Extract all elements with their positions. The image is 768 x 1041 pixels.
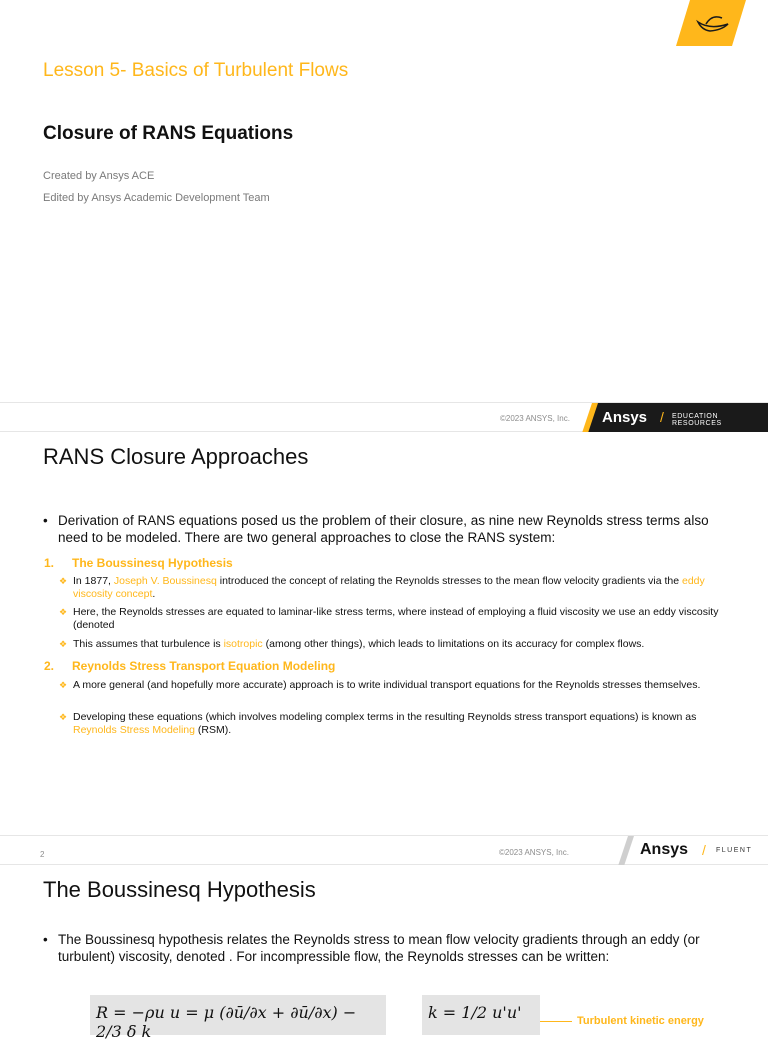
brand-slash: / xyxy=(660,409,664,425)
slide-footer-2 xyxy=(0,835,768,865)
intro-text: The Boussinesq hypothesis relates the Reynolds stress to mean flow velocity gradients through an eddy (or turbulent) viscosity, denoted . For incompressible flow, the Reynolds stresses can be written: xyxy=(58,932,700,964)
content-slide-2 xyxy=(0,432,768,835)
bullet-dot: • xyxy=(43,932,48,947)
sub-bullet xyxy=(59,679,719,692)
bullet-dot: • xyxy=(43,513,48,528)
eddy-viscosity-link[interactable]: eddy viscosity concept xyxy=(73,575,705,600)
bullet-text xyxy=(73,575,719,601)
tke-equation xyxy=(422,995,540,1035)
text-run: . xyxy=(152,588,156,600)
boussinesq-link[interactable]: Joseph V. Boussinesq xyxy=(113,575,217,587)
brand-slash: / xyxy=(702,842,706,858)
content-slide-3 xyxy=(0,865,768,1041)
text-run: introduced the concept of relating the Reynolds stresses to the mean flow velocity gradients via the xyxy=(216,575,682,587)
reynolds-stress-equation xyxy=(90,995,386,1041)
brand-tagline: EDUCATION RESOURCES xyxy=(672,413,722,427)
created-by: Created by Ansys ACE xyxy=(43,170,155,182)
page-number: 2 xyxy=(40,850,45,859)
equation-text: R = −ρu u = μ (∂ū/∂x + ∂ū/∂x) − 2/3 δ k xyxy=(96,1003,357,1041)
section-title: Reynolds Stress Transport Equation Modeling xyxy=(72,659,336,673)
text-run: This assumes that turbulence is xyxy=(73,638,224,650)
bullet-text: Here, the Reynolds stresses are equated to laminar-like stress terms, where instead of employing a fluid viscosity we use an eddy viscosity (denoted xyxy=(73,606,719,631)
brand-name: Ansys xyxy=(640,841,689,858)
annotation-connector xyxy=(540,1021,572,1022)
sub-bullet xyxy=(59,711,719,737)
diamond-bullet-icon: ❖ xyxy=(59,639,68,649)
intro-bullet xyxy=(43,931,733,965)
copyright-text: ©2023 ANSYS, Inc. xyxy=(499,848,569,857)
rsm-link[interactable]: Reynolds Stress Modeling xyxy=(73,724,195,736)
slide-title: Closure of RANS Equations xyxy=(43,123,294,144)
diamond-bullet-icon: ❖ xyxy=(59,607,68,617)
slide-footer-1 xyxy=(0,402,768,432)
text-run: In 1877, xyxy=(73,575,114,587)
section-heading xyxy=(44,556,233,570)
bullet-text: A more general (and hopefully more accurate) approach is to write individual transport equations for the Reynolds stresses themselves. xyxy=(73,679,701,691)
sub-bullet xyxy=(59,575,719,601)
section-number: 1. xyxy=(44,556,55,570)
diamond-bullet-icon: ❖ xyxy=(59,576,68,586)
diamond-bullet-icon: ❖ xyxy=(59,712,68,722)
lesson-title: Lesson 5- Basics of Turbulent Flows xyxy=(43,60,349,81)
equation-text: k = 1/2 u'u' xyxy=(428,1003,522,1022)
ansys-logo-icon xyxy=(676,0,746,46)
slide-title: The Boussinesq Hypothesis xyxy=(43,877,316,902)
brand-tagline: FLUENT xyxy=(716,847,753,854)
brand-band xyxy=(580,403,768,433)
text-run: (among other things), which leads to limitations on its accuracy for complex flows. xyxy=(262,638,645,650)
text-run: (RSM). xyxy=(194,724,232,736)
intro-bullet xyxy=(43,512,733,546)
intro-text: Derivation of RANS equations posed us the problem of their closure, as nine new Reynolds stress terms also need to be modeled. There are two general approaches to close the RANS system: xyxy=(58,513,709,545)
sub-bullet xyxy=(59,606,719,632)
isotropic-link[interactable]: isotropic xyxy=(223,638,263,650)
title-slide xyxy=(0,0,768,402)
tke-annotation: Turbulent kinetic energy xyxy=(577,1015,704,1027)
section-heading xyxy=(44,659,335,673)
diamond-bullet-icon: ❖ xyxy=(59,680,68,690)
edited-by: Edited by Ansys Academic Development Team xyxy=(43,192,270,204)
slide-title: RANS Closure Approaches xyxy=(43,444,309,469)
brand-name: Ansys xyxy=(602,409,648,426)
text-run: Developing these equations (which involves modeling complex terms in the resulting Reynolds stress transport equations) is known as xyxy=(73,711,697,723)
sub-bullet xyxy=(59,638,719,651)
bullet-text xyxy=(73,711,719,737)
section-number: 2. xyxy=(44,659,55,673)
copyright-text: ©2023 ANSYS, Inc. xyxy=(500,414,570,423)
brand-slash-stripe xyxy=(618,836,638,866)
bullet-text xyxy=(73,638,719,651)
section-title: The Boussinesq Hypothesis xyxy=(72,556,233,570)
